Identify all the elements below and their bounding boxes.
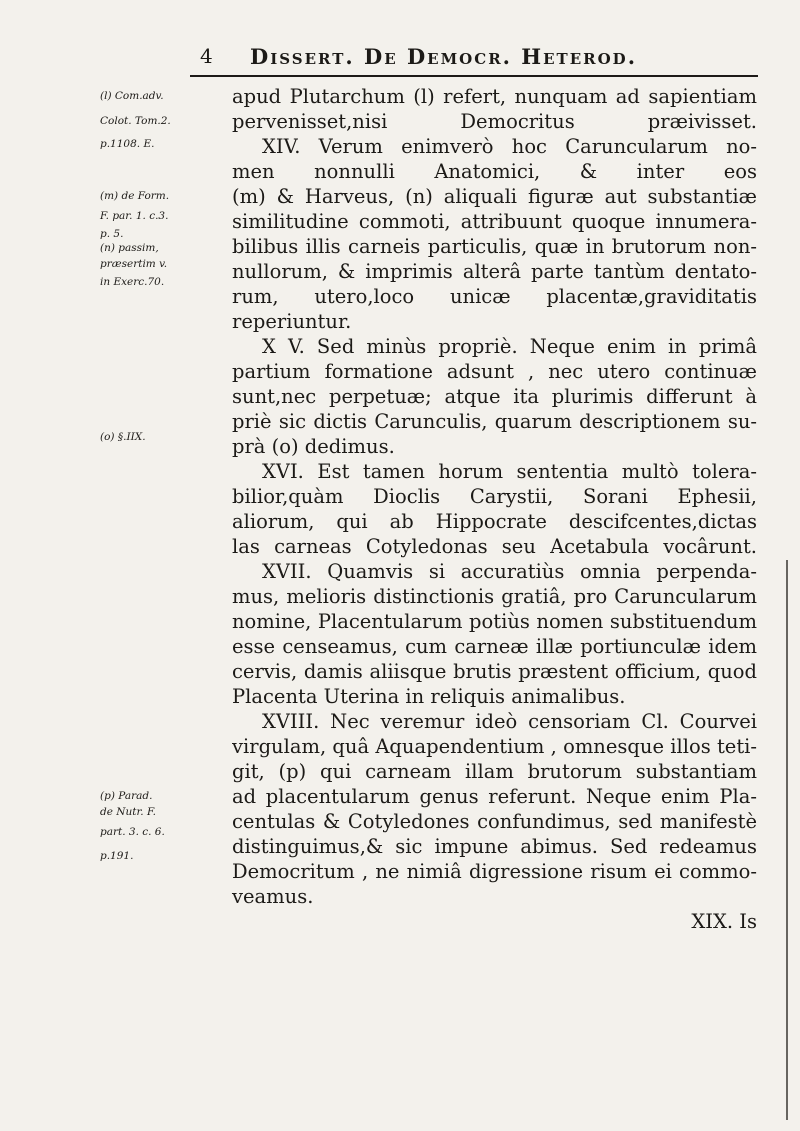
text-line: pervenisset,nisi Democritus præivisset. (232, 110, 757, 133)
text-line: XVII. Quamvis si accuratiùs omnia perpenda- (262, 560, 757, 583)
margin-note: præsertim v. (100, 258, 168, 270)
text-line: (m) & Harveus, (n) aliquali figuræ aut substantiæ (232, 185, 757, 208)
margin-note: p. 5. (100, 228, 124, 240)
running-head: Dissert. De Democr. Heterod. (250, 44, 637, 69)
margin-note: p.191. (100, 850, 134, 862)
text-line: cervis, damis aliisque brutis præstent officium, quod (232, 660, 757, 683)
text-line: git, (p) qui carneam illam brutorum substantiam (232, 760, 757, 783)
margin-note: part. 3. c. 6. (100, 826, 165, 838)
margin-note: Colot. Tom.2. (100, 115, 171, 127)
text-line: XVIII. Nec veremur ideò censoriam Cl. Courvei (262, 710, 757, 733)
text-line: aliorum, qui ab Hippocrate descifcentes,dictas (232, 510, 757, 533)
text-line: reperiuntur. (232, 310, 352, 333)
page-number: 4 (200, 44, 213, 68)
text-line: priè sic dictis Carunculis, quarum descriptionem su- (232, 410, 757, 433)
margin-note: (m) de Form. (100, 190, 170, 202)
text-line: prà (o) dedimus. (232, 435, 395, 458)
catchword: XIX. Is (691, 910, 757, 933)
text-line: rum, utero,loco unicæ placentæ,graviditatis (232, 285, 757, 308)
text-line: veamus. (232, 885, 314, 908)
text-line: nomine, Placentularum potiùs nomen substituendum (232, 610, 757, 633)
page-header (190, 44, 750, 84)
margin-note: (o) §.IIX. (100, 431, 146, 443)
text-line: similitudine commoti, attribuunt quoque innumera- (232, 210, 757, 233)
text-line: nullorum, & imprimis alterâ parte tantùm dentato- (232, 260, 757, 283)
text-line: X V. Sed minùs propriè. Neque enim in primâ (262, 335, 757, 358)
text-line: virgulam, quâ Aquapendentium , omnesque illos teti- (232, 735, 757, 758)
text-line: apud Plutarchum (l) refert, nunquam ad sapientiam (232, 85, 757, 108)
margin-note: (p) Parad. (100, 790, 153, 802)
text-line: centulas & Cotyledones confundimus, sed manifestè (232, 810, 757, 833)
text-line: sunt,nec perpetuæ; atque ita plurimis differunt à (232, 385, 757, 408)
margin-note: de Nutr. F. (100, 806, 156, 818)
text-line: mus, melioris distinctionis gratiâ, pro Caruncularum (232, 585, 757, 608)
text-line: bilibus illis carneis particulis, quæ in brutorum non- (232, 235, 757, 258)
text-line: bilior,quàm Dioclis Carystii, Sorani Ephesii, (232, 485, 757, 508)
text-line: distinguimus,& sic impune abimus. Sed redeamus (232, 835, 757, 858)
text-line: partium formatione adsunt , nec utero continuæ (232, 360, 757, 383)
text-line: ad placentularum genus referunt. Neque enim Pla- (232, 785, 757, 808)
text-line: XVI. Est tamen horum sententia multò tolera- (262, 460, 757, 483)
text-line: Democritum , ne nimiâ digressione risum ei commo- (232, 860, 757, 883)
header-rule (190, 75, 758, 77)
margin-note: in Exerc.70. (100, 276, 165, 288)
margin-note: (l) Com.adv. (100, 90, 164, 102)
text-line: men nonnulli Anatomici, & inter eos (232, 160, 757, 183)
body-text (232, 84, 757, 934)
margin-note: p.1108. E. (100, 138, 155, 150)
text-line: Placenta Uterina in reliquis animalibus. (232, 685, 626, 708)
text-line: esse censeamus, cum carneæ illæ portiunculæ idem (232, 635, 757, 658)
text-line: las carneas Cotyledonas seu Acetabula vocârunt. (232, 535, 757, 558)
margin-note: (n) passim, (100, 242, 159, 254)
text-line: XIV. Verum enimverò hoc Caruncularum no- (262, 135, 757, 158)
margin-note: F. par. 1. c.3. (100, 210, 169, 222)
page-edge-shadow (786, 560, 788, 1120)
